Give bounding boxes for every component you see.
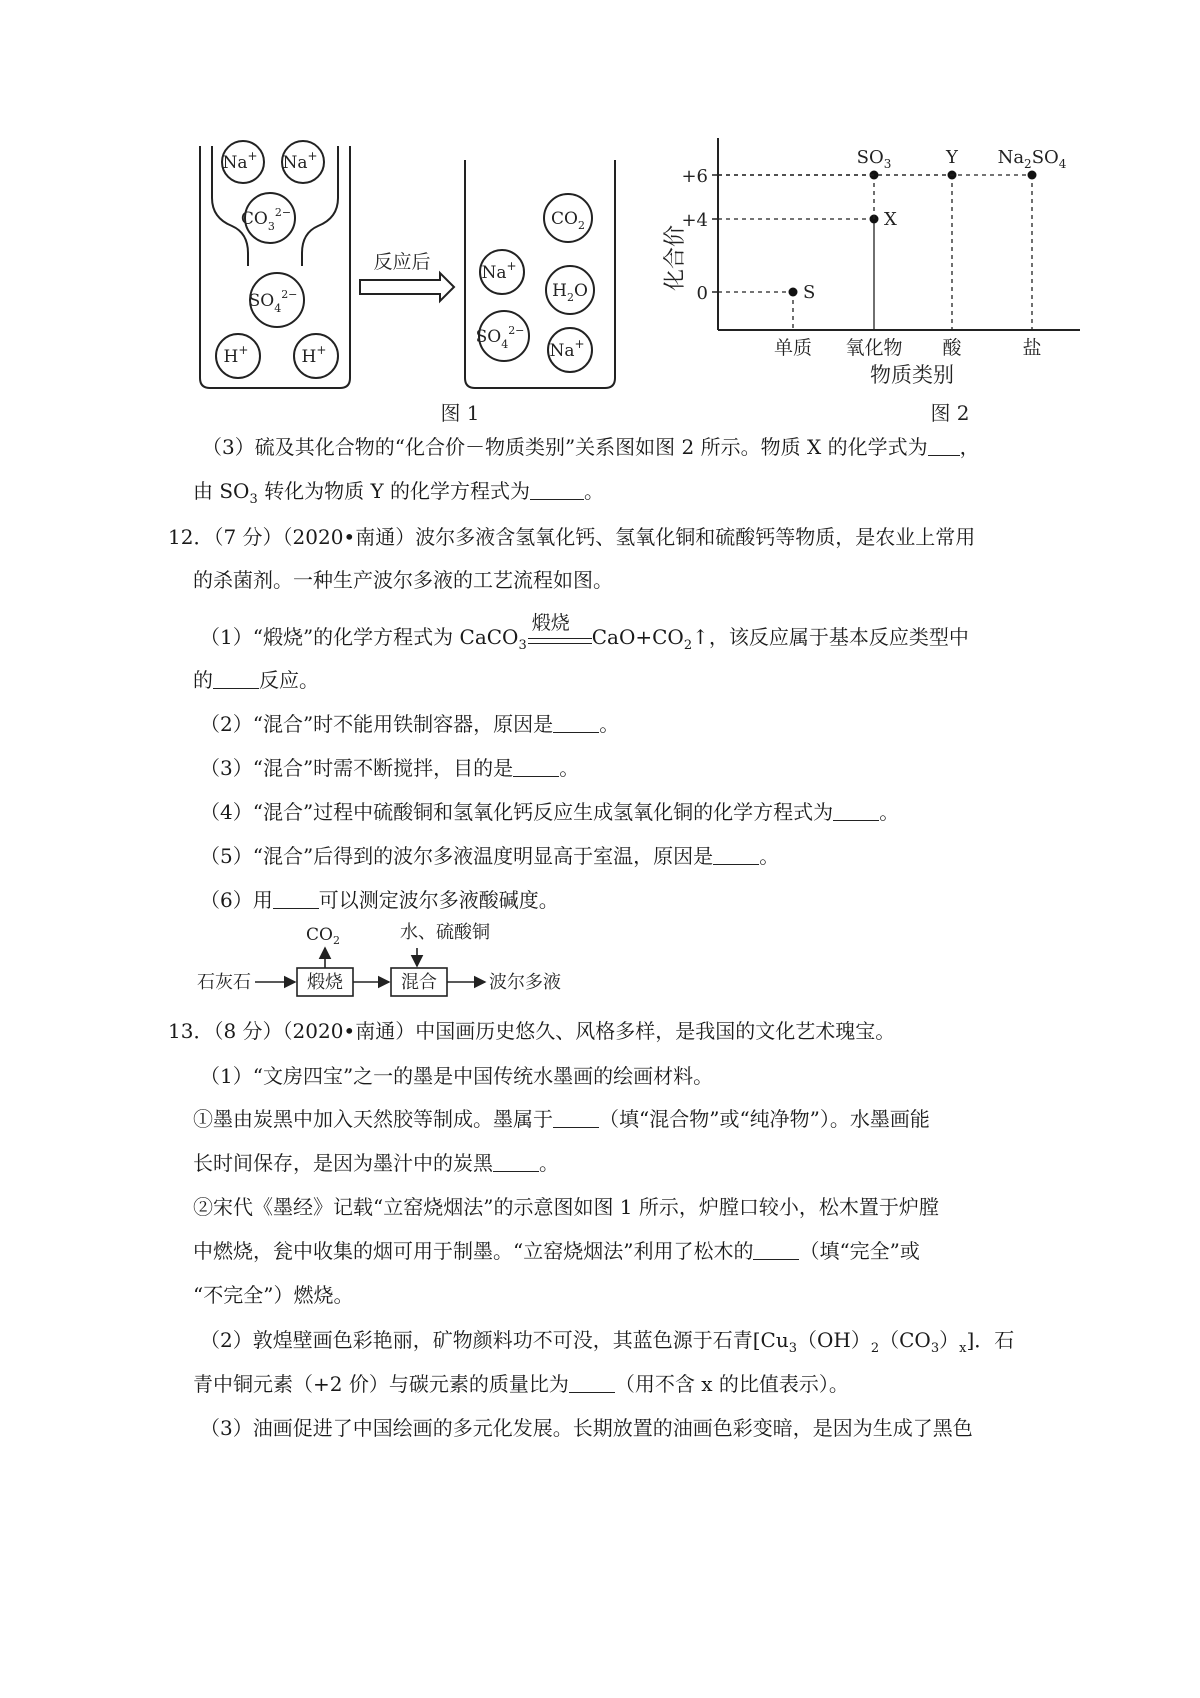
answer-blank[interactable] bbox=[273, 890, 319, 909]
ion-h-1: H+ bbox=[223, 343, 249, 367]
y-tick-label: +4 bbox=[681, 210, 708, 231]
figure-1-caption: 图 1 bbox=[440, 401, 480, 425]
answer-blank[interactable] bbox=[753, 1241, 799, 1260]
answer-blank[interactable] bbox=[553, 714, 599, 733]
reaction-condition: 煅烧 bbox=[528, 622, 592, 652]
q11-part3-line2: 由 $SO_3$ 转化为物质 Y 的化学方程式为 。 bbox=[193, 479, 605, 507]
q11-part3-line1: （3）硫及其化合物的“化合价－物质类别”关系图如图 2 所示。物质 X 的化学式为 ， bbox=[202, 435, 980, 459]
flow-byproduct: $CO_2$ bbox=[306, 925, 340, 947]
q12-part6: （6）用 可以测定波尔多液酸碱度。 bbox=[200, 888, 559, 912]
equals-sign bbox=[528, 638, 592, 644]
x-tick-label: 单质 bbox=[773, 337, 813, 359]
q13-sub1-line1: ①墨由炭黑中加入天然胶等制成。墨属于 （填“混合物”或“纯净物”）。水墨画能 bbox=[193, 1107, 930, 1131]
flow-step-mix-label: 混合 bbox=[401, 972, 437, 993]
answer-blank[interactable] bbox=[928, 437, 960, 456]
answer-blank[interactable] bbox=[569, 1374, 615, 1393]
y-tick-label: 0 bbox=[696, 283, 708, 304]
answer-blank[interactable] bbox=[493, 1153, 539, 1172]
ion-h-2: H+ bbox=[301, 343, 327, 367]
q13-part2-line1: （2）敦煌壁画色彩艳丽，矿物颜料功不可没，其蓝色源于石青$[Cu_3(OH)_2(CO_3)_x]$．石 bbox=[200, 1328, 1015, 1356]
figure-2-valence-chart bbox=[650, 138, 1090, 428]
ion-na-2: Na+ bbox=[282, 149, 318, 173]
q13-sub2-line3: “不完全”）燃烧。 bbox=[193, 1283, 354, 1307]
q12-part3: （3）“混合”时需不断搅拌，目的是 。 bbox=[200, 756, 580, 780]
flow-step-calcine-label: 煅烧 bbox=[307, 972, 343, 993]
ion-na-3: Na+ bbox=[481, 259, 517, 283]
q13-part2-line2: 青中铜元素（+2 价）与碳元素的质量比为 （用不含 x 的比值表示）。 bbox=[193, 1372, 849, 1396]
q12-stem-line2: 的杀菌剂。一种生产波尔多液的工艺流程如图。 bbox=[193, 568, 613, 592]
q12-part2: （2）“混合”时不能用铁制容器，原因是 。 bbox=[200, 712, 620, 736]
figure-2-caption: 图 2 bbox=[930, 401, 970, 425]
arrow-label: 反应后 bbox=[373, 251, 431, 273]
molecule-co2: $CO_2$ bbox=[551, 209, 585, 232]
point-label: $SO_3$ bbox=[856, 147, 892, 171]
q13-part3: （3）油画促进了中国绘画的多元化发展。长期放置的油画色彩变暗，是因为生成了黑色 bbox=[200, 1416, 973, 1440]
x-axis-label: 物质类别 bbox=[870, 363, 954, 387]
point-label: $Na_2SO_4$ bbox=[997, 147, 1067, 171]
answer-blank[interactable] bbox=[513, 758, 559, 777]
q13-sub1-line2: 长时间保存，是因为墨汁中的炭黑 。 bbox=[193, 1151, 559, 1175]
ion-so4-right: $SO_4^{2-}$ bbox=[475, 324, 525, 351]
q12-part1-line1: （1）“煅烧”的化学方程式为 CaCO$_3$ 煅烧 $CaO+CO_2↑$，该反应属于基本反应类型中 bbox=[200, 612, 969, 653]
flow-additive: 水、硫酸铜 bbox=[400, 922, 490, 943]
figure-1-ion-diagram bbox=[190, 138, 630, 428]
x-tick-label: 酸 bbox=[942, 337, 962, 359]
ion-so4-left: $SO_4^{2-}$ bbox=[248, 288, 298, 315]
q12-part4: （4）“混合”过程中硫酸铜和氢氧化钙反应生成氢氧化铜的化学方程式为 。 bbox=[200, 800, 900, 824]
data-point bbox=[789, 288, 798, 297]
q13-sub2-line2: 中燃烧，瓮中收集的烟可用于制墨。“立窑烧烟法”利用了松木的 （填“完全”或 bbox=[193, 1239, 920, 1263]
x-tick-label: 盐 bbox=[1022, 337, 1042, 359]
ion-na-1: Na+ bbox=[222, 149, 258, 173]
q12-part1-line2: 的 反应。 bbox=[193, 668, 319, 692]
answer-blank[interactable] bbox=[713, 846, 759, 865]
flow-output: 波尔多液 bbox=[489, 972, 561, 993]
x-tick-label: 氧化物 bbox=[845, 337, 903, 359]
q13-stem: 13．（8 分）（2020•南通）中国画历史悠久、风格多样，是我国的文化艺术瑰宝。 bbox=[168, 1019, 896, 1043]
answer-blank[interactable] bbox=[833, 802, 879, 821]
point-label: Y bbox=[946, 147, 958, 168]
q12-part5: （5）“混合”后得到的波尔多液温度明显高于室温，原因是 。 bbox=[200, 844, 780, 868]
answer-blank[interactable] bbox=[553, 1109, 599, 1128]
q13-part1: （1）“文房四宝”之一的墨是中国传统水墨画的绘画材料。 bbox=[200, 1064, 714, 1088]
q13-sub2-line1: ②宋代《墨经》记载“立窑烧烟法”的示意图如图 1 所示，炉膛口较小，松木置于炉膛 bbox=[193, 1195, 939, 1219]
data-point bbox=[1028, 171, 1037, 180]
answer-blank[interactable] bbox=[530, 481, 584, 500]
y-tick-label: +6 bbox=[681, 166, 708, 187]
ion-co3: $CO_3^{2-}$ bbox=[240, 206, 292, 233]
ion-na-4: Na+ bbox=[549, 337, 585, 361]
point-label: X bbox=[884, 209, 897, 230]
point-label: S bbox=[803, 282, 816, 303]
molecule-h2o: $H_2O$ bbox=[552, 281, 588, 304]
process-flow-diagram bbox=[195, 918, 595, 1000]
q12-stem-line1: 12．（7 分）（2020•南通）波尔多液含氢氧化钙、氢氧化铜和硫酸钙等物质，是农业上常用 bbox=[168, 525, 976, 549]
flow-input: 石灰石 bbox=[197, 972, 251, 993]
answer-blank[interactable] bbox=[213, 670, 259, 689]
y-axis-label: 化合价 bbox=[663, 224, 688, 292]
